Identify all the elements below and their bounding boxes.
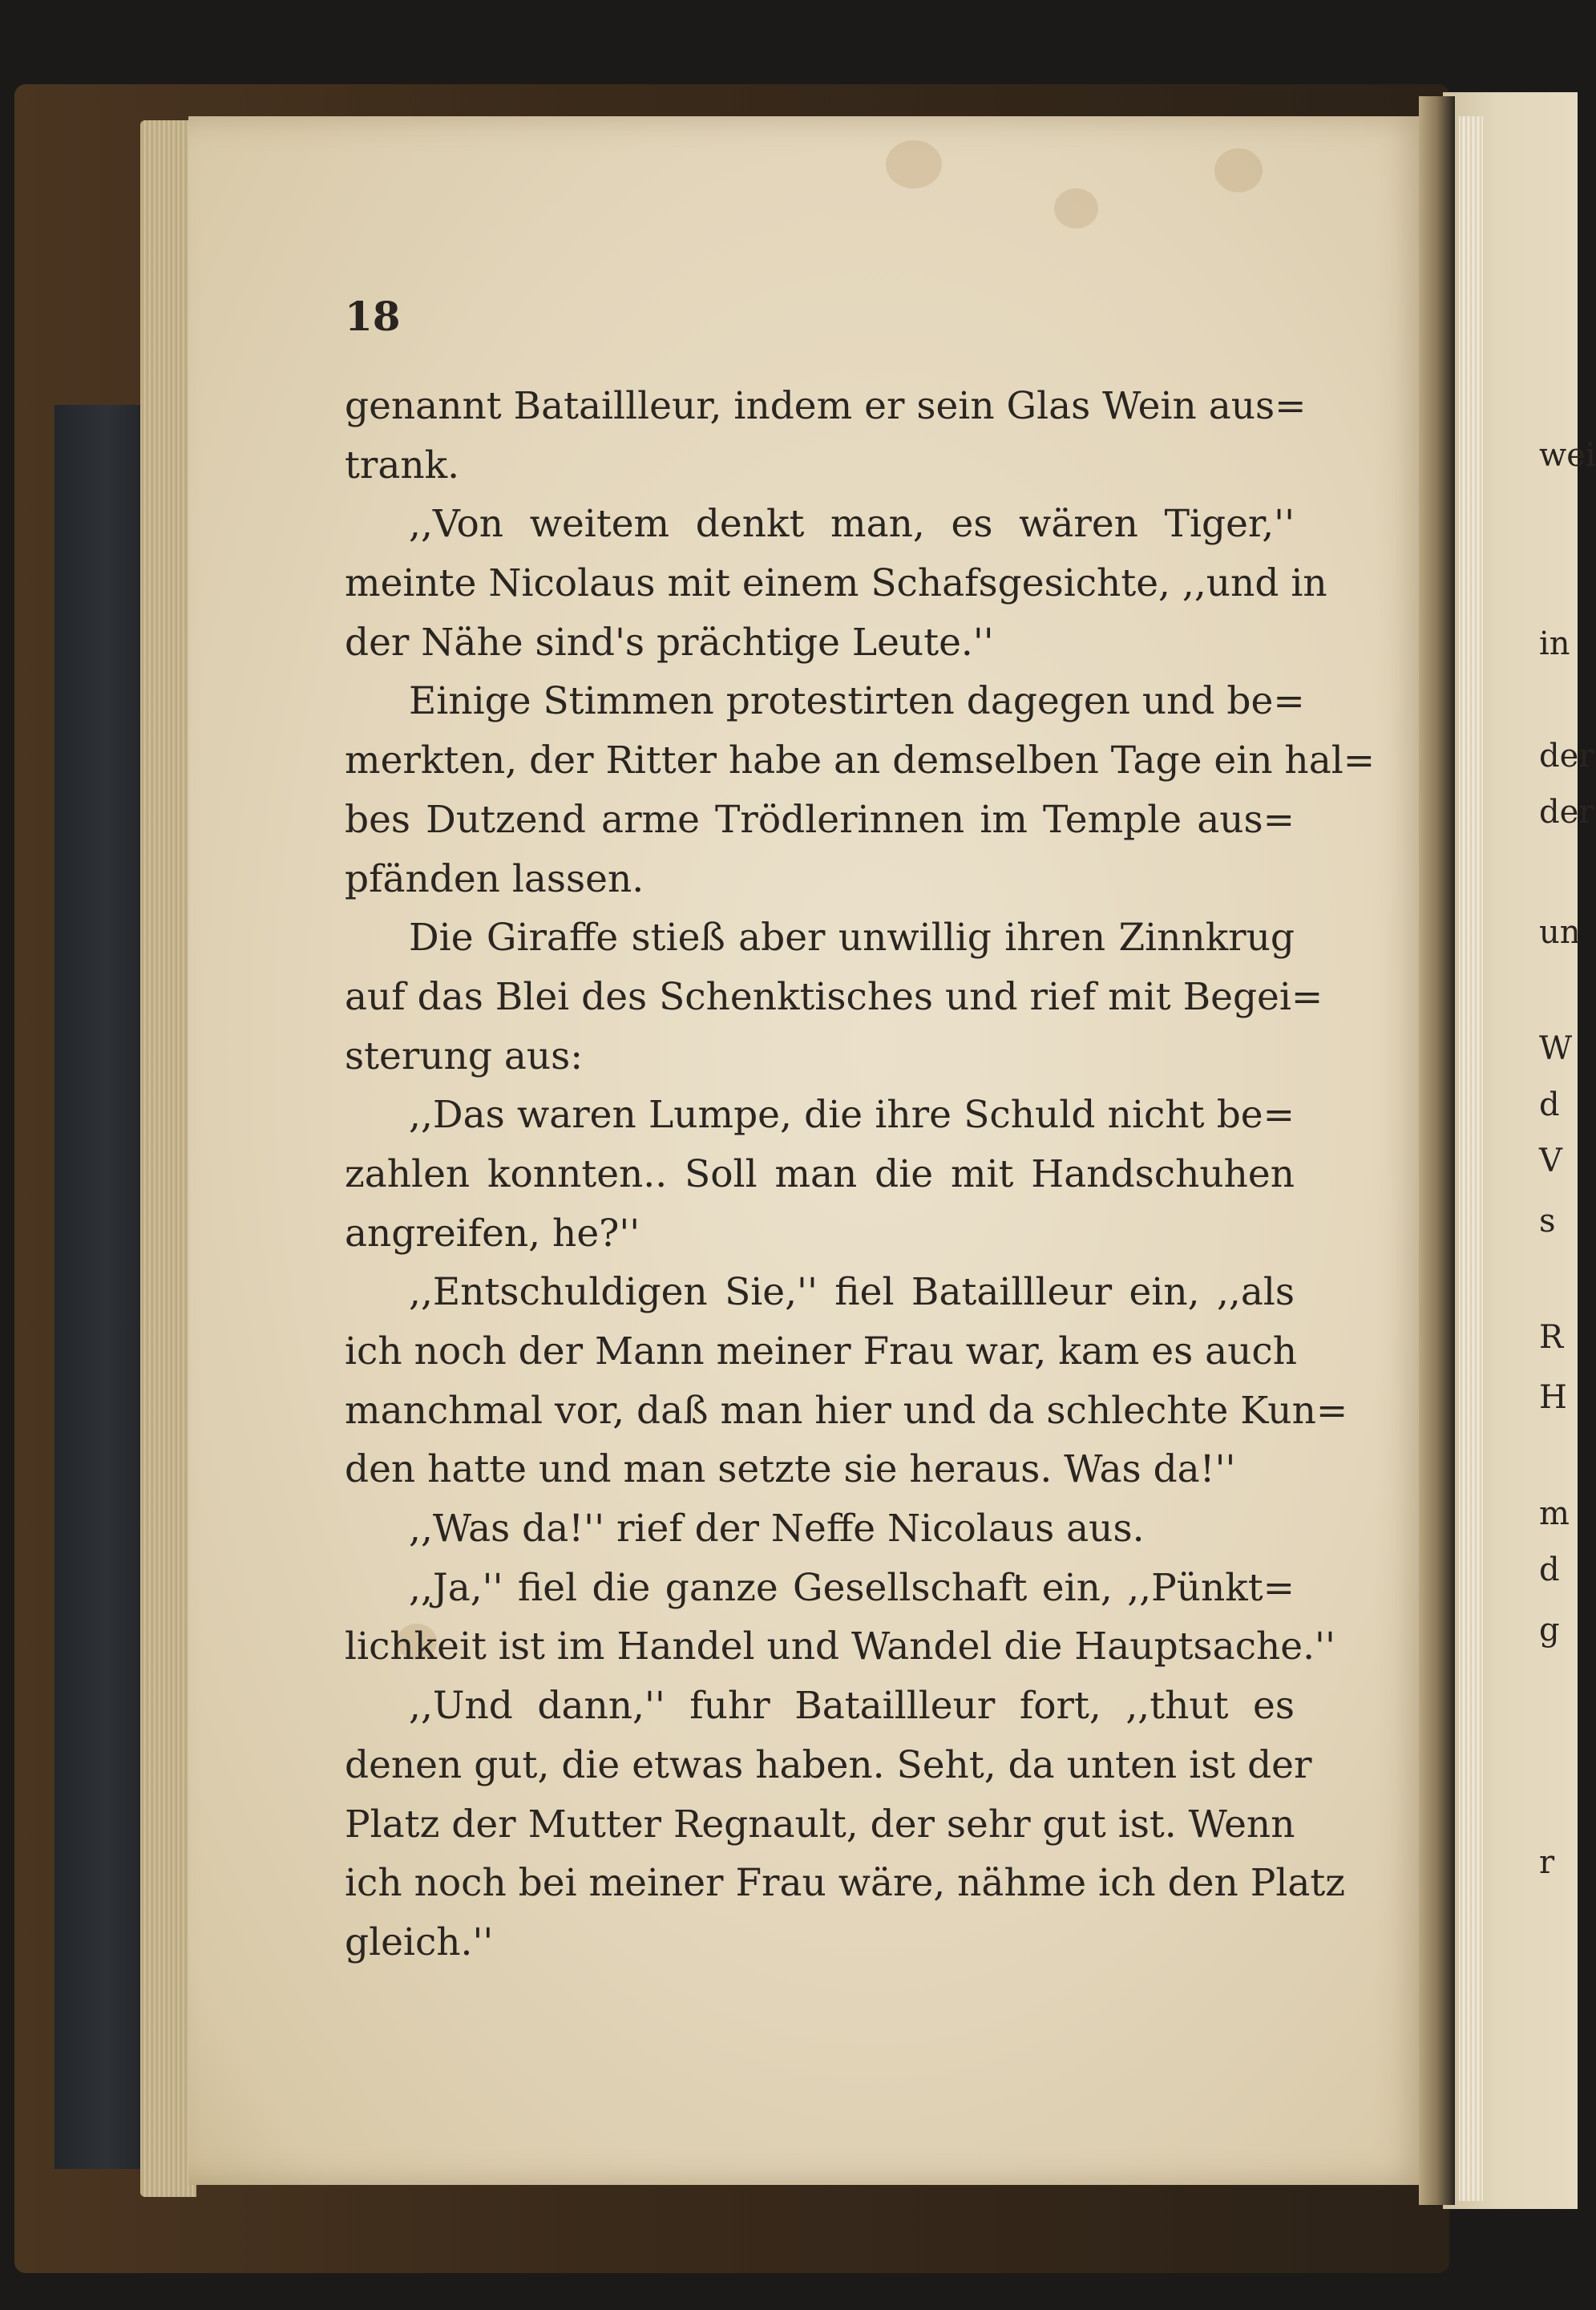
- facing-page-fragment: H: [1539, 1379, 1567, 1416]
- facing-page-fragment: un: [1539, 914, 1581, 951]
- text-line: zahlen konnten.. Soll man die mit Handschuhen: [345, 1151, 1295, 1196]
- page-number: 18: [345, 293, 401, 340]
- text-line: merkten, der Ritter habe an demselben Tage ein hal=: [345, 738, 1376, 783]
- facing-page-fragment: W: [1539, 1030, 1573, 1067]
- text-line: angreifen, he?'': [345, 1211, 640, 1256]
- text-line: sterung aus:: [345, 1034, 584, 1078]
- facing-page-fragment: d: [1539, 1086, 1560, 1123]
- text-line: manchmal vor, daß man hier und da schlechte Kun=: [345, 1388, 1348, 1433]
- facing-page-fragment: der: [1539, 794, 1594, 831]
- text-line: Platz der Mutter Regnault, der sehr gut ist. Wenn: [345, 1802, 1295, 1847]
- facing-page-fragment: V: [1539, 1143, 1562, 1179]
- foxing-spot: [1214, 148, 1263, 192]
- text-line: pfänden lassen.: [345, 856, 644, 901]
- text-line: ,,Und dann,'' fuhr Bataillleur fort, ,,thut es: [409, 1684, 1295, 1729]
- text-line: ,,Das waren Lumpe, die ihre Schuld nicht be=: [409, 1093, 1295, 1138]
- foxing-spot: [1054, 188, 1098, 229]
- text-line: genannt Bataillleur, indem er sein Glas Wein aus=: [345, 384, 1307, 428]
- text-line: ich noch bei meiner Frau wäre, nähme ich den Platz: [345, 1861, 1346, 1906]
- text-line: ich noch der Mann meiner Frau war, kam es auch: [345, 1329, 1298, 1373]
- text-line: lichkeit ist im Handel und Wandel die Hauptsache.'': [345, 1624, 1335, 1669]
- text-line: denen gut, die etwas haben. Seht, da unten ist der: [345, 1742, 1312, 1787]
- facing-page-fragment: g: [1539, 1612, 1560, 1649]
- text-line: Die Giraffe stieß aber unwillig ihren Zinnkrug: [409, 916, 1295, 961]
- text-line: auf das Blei des Schenktisches und rief mit Begei=: [345, 974, 1323, 1019]
- text-line: ,,Von weitem denkt man, es wären Tiger,'': [409, 502, 1295, 547]
- text-line: den hatte und man setzte sie heraus. Was da!'': [345, 1447, 1236, 1492]
- page-body-text: [345, 377, 1376, 1972]
- facing-page-fragment: d: [1539, 1551, 1560, 1588]
- text-line: ,,Ja,'' fiel die ganze Gesellschaft ein, ,,Pünkt=: [409, 1565, 1295, 1610]
- text-line: bes Dutzend arme Trödlerinnen im Temple aus=: [345, 797, 1295, 842]
- facing-page-fragment: R: [1539, 1319, 1564, 1356]
- foxing-spot: [886, 140, 942, 188]
- text-line: ,,Entschuldigen Sie,'' fiel Bataillleur ein, ,,als: [409, 1270, 1295, 1315]
- facing-page-fragment: in: [1539, 625, 1570, 662]
- page-gutter: [1419, 96, 1455, 2205]
- facing-page-fragment: r: [1539, 1844, 1555, 1881]
- facing-page-fragment: der: [1539, 738, 1594, 775]
- text-line: trank.: [345, 443, 460, 487]
- text-line: meinte Nicolaus mit einem Schafsgesichte, ,,und in: [345, 561, 1327, 606]
- text-line: ,,Was da!'' rief der Neffe Nicolaus aus.: [409, 1507, 1145, 1551]
- facing-page-edges: [1459, 116, 1483, 2201]
- text-line: gleich.'': [345, 1920, 494, 1964]
- facing-page-fragment: m: [1539, 1495, 1570, 1532]
- text-line: der Nähe sind's prächtige Leute.'': [345, 620, 994, 665]
- facing-page-fragment: s: [1539, 1203, 1556, 1240]
- text-line: Einige Stimmen protestirten dagegen und be=: [409, 679, 1305, 724]
- facing-page-fragment: wei: [1539, 437, 1596, 474]
